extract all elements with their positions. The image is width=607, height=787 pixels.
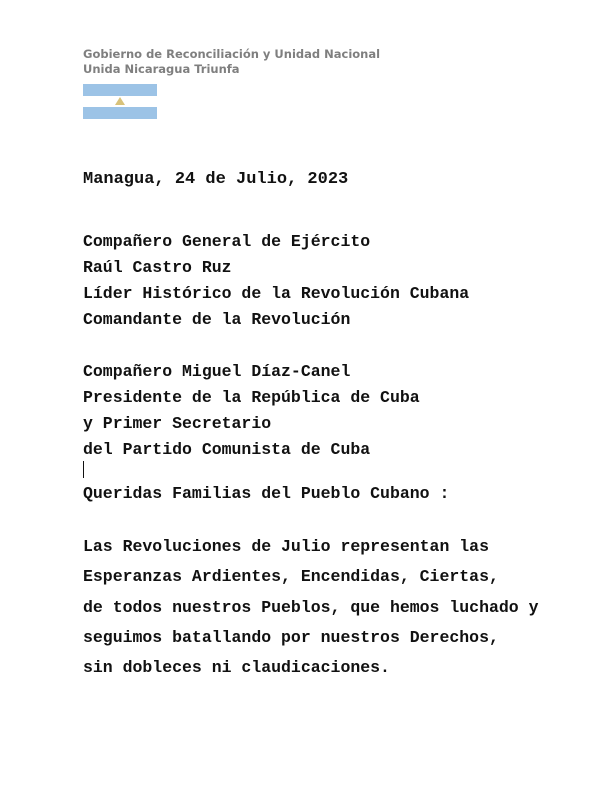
- recipient-1-line: Comandante de la Revolución: [83, 310, 351, 329]
- recipient-1-line: Líder Histórico de la Revolución Cubana: [83, 284, 470, 303]
- paragraph-line: de todos nuestros Pueblos, que hemos luchado y: [83, 597, 539, 617]
- letterhead-government-name: Gobierno de Reconciliación y Unidad Nacional: [83, 47, 381, 61]
- body-paragraph: [83, 532, 539, 683]
- recipient-2-line: del Partido Comunista de Cuba: [83, 440, 371, 459]
- letterhead-slogan: Unida Nicaragua Triunfa: [83, 62, 240, 76]
- recipient-block-2: [83, 359, 420, 463]
- flag-emblem-icon: [115, 97, 125, 105]
- paragraph-line: Las Revoluciones de Julio representan las: [83, 537, 489, 556]
- recipient-1-line: Raúl Castro Ruz: [83, 258, 232, 277]
- nicaragua-flag-icon: [83, 84, 157, 119]
- recipient-block-1: [83, 229, 469, 333]
- recipient-2-line: Presidente de la República de Cuba: [83, 388, 420, 407]
- paragraph-line: sin dobleces ni claudicaciones.: [83, 658, 390, 678]
- recipient-1-line: Compañero General de Ejército: [83, 232, 371, 251]
- flag-bottom-stripe: [83, 107, 157, 119]
- salutation: Queridas Familias del Pueblo Cubano :: [83, 484, 450, 503]
- letterhead: [83, 47, 523, 77]
- paragraph-line: seguimos batallando por nuestros Derechos,: [83, 627, 499, 647]
- text-cursor[interactable]: [83, 461, 84, 478]
- paragraph-line: Esperanzas Ardientes, Encendidas, Ciertas,: [83, 567, 499, 587]
- recipient-2-line: Compañero Miguel Díaz-Canel: [83, 362, 351, 381]
- recipient-2-line: y Primer Secretario: [83, 414, 272, 433]
- flag-top-stripe: [83, 84, 157, 96]
- letter-date: Managua, 24 de Julio, 2023: [83, 170, 349, 189]
